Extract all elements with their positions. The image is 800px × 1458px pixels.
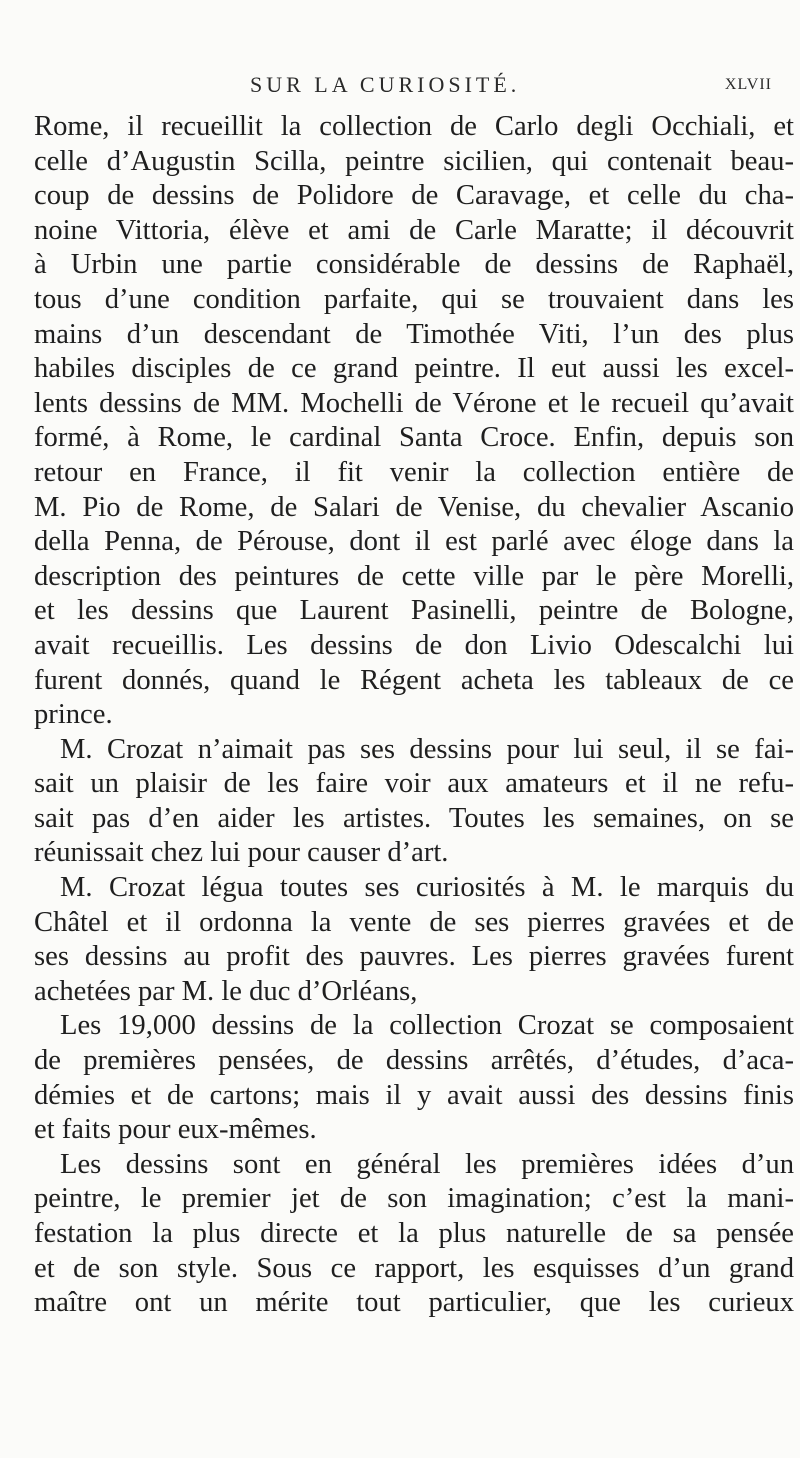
text-line: sait un plaisir de les faire voir aux amateurs et il ne refu- — [34, 768, 794, 800]
text-line: achetées par M. le duc d’Orléans, — [34, 975, 418, 1007]
text-line: Châtel et il ordonna la vente de ses pierres gravées et de — [34, 906, 794, 938]
running-title: SUR LA CURIOSITÉ. — [250, 72, 521, 97]
text-line: furent donnés, quand le Régent acheta les tableaux de ce — [34, 664, 794, 696]
text-line: coup de dessins de Polidore de Caravage, et celle du cha- — [34, 180, 794, 212]
body-text — [34, 110, 794, 1321]
text-line: festation la plus directe et la plus naturelle de sa pensée — [34, 1218, 794, 1249]
text-line: et les dessins que Laurent Pasinelli, peintre de Bologne, — [34, 595, 794, 627]
running-head — [0, 72, 800, 112]
text-line: tous d’une condition parfaite, qui se trouvaient dans les — [34, 283, 794, 315]
text-line: Les 19,000 dessins de la collection Crozat se composaient — [60, 1010, 794, 1042]
text-line: et de son style. Sous ce rapport, les esquisses d’un grand — [34, 1252, 794, 1284]
text-line: M. Pio de Rome, de Salari de Venise, du chevalier Ascanio — [34, 491, 794, 523]
text-line: mains d’un descendant de Timothée Viti, l’un des plus — [34, 318, 794, 350]
text-line: noine Vittoria, élève et ami de Carle Maratte; il découvrit — [34, 214, 794, 246]
text-line: sait pas d’en aider les artistes. Toutes les semaines, on se — [34, 802, 794, 834]
text-line: celle d’Augustin Scilla, peintre sicilien, qui contenait beau- — [34, 145, 794, 177]
text-line: della Penna, de Pérouse, dont il est parlé avec éloge dans la — [34, 526, 794, 558]
text-line: description des peintures de cette ville par le père Morelli, — [34, 560, 794, 592]
text-line: Rome, il recueillit la collection de Carlo degli Occhiali, et — [34, 111, 794, 142]
text-line: lents dessins de MM. Mochelli de Vérone et le recueil qu’avait — [34, 387, 794, 419]
text-line: M. Crozat n’aimait pas ses dessins pour lui seul, il se fai- — [60, 733, 794, 765]
text-line: retour en France, il fit venir la collection entière de — [34, 456, 794, 488]
text-line: à Urbin une partie considérable de dessins de Raphaël, — [34, 249, 794, 281]
text-line: et faits pour eux-mêmes. — [34, 1114, 317, 1146]
text-line: avait recueillis. Les dessins de don Livio Odescalchi lui — [34, 629, 794, 661]
text-line: M. Crozat légua toutes ses curiosités à M. le marquis du — [60, 872, 794, 904]
text-line: réunissait chez lui pour causer d’art. — [34, 837, 449, 869]
text-line: habiles disciples de ce grand peintre. Il eut aussi les excel- — [34, 353, 794, 385]
page-number: XLVII — [724, 76, 772, 93]
text-line: démies et de cartons; mais il y avait aussi des dessins finis — [34, 1079, 794, 1111]
text-line: de premières pensées, de dessins arrêtés, d’études, d’aca- — [34, 1045, 794, 1077]
text-line: ses dessins au profit des pauvres. Les pierres gravées furent — [34, 941, 794, 973]
text-line: Les dessins sont en général les premières idées d’un — [60, 1148, 794, 1180]
text-line: peintre, le premier jet de son imagination; c’est la mani- — [34, 1183, 794, 1215]
text-line: prince. — [34, 699, 113, 731]
text-line: maître ont un mérite tout particulier, que les curieux — [34, 1287, 794, 1319]
text-line: formé, à Rome, le cardinal Santa Croce. Enfin, depuis son — [34, 422, 794, 454]
